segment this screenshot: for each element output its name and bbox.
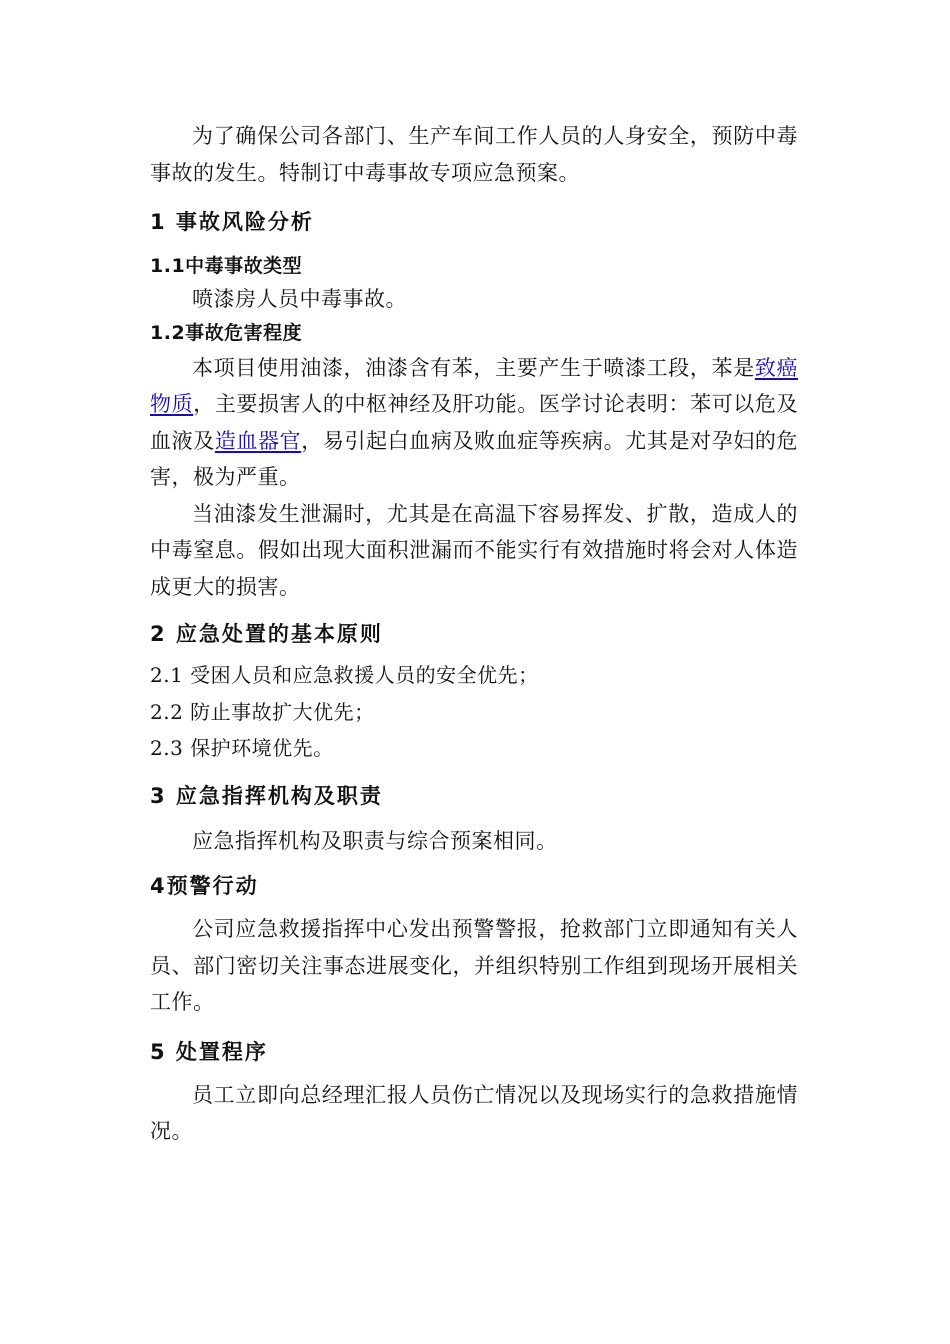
principles-list bbox=[150, 657, 798, 767]
section-2-heading: 2 应急处置的基本原则 bbox=[150, 622, 383, 646]
section-1-2-text-a: 本项目使用油漆，油漆含有苯，主要产生于喷漆工段，苯是 bbox=[192, 355, 755, 380]
section-1-2-paragraph-2: 当油漆发生泄漏时，尤其是在高温下容易挥发、扩散，造成人的中毒窒息。假如出现大面积泄漏而不能实行有效措施时将会对人体造成更大的损害。 bbox=[150, 501, 798, 599]
section-1-1-text: 喷漆房人员中毒事故。 bbox=[192, 287, 407, 311]
section-1-1-heading: 1.1中毒事故类型 bbox=[150, 255, 303, 277]
principle-item: 2.2 防止事故扩大优先； bbox=[150, 699, 375, 724]
principle-item: 2.1 受困人员和应急救援人员的安全优先； bbox=[150, 663, 539, 687]
section-1-2-text-c: ，易引起白血病及败血症等疾病。尤其是对孕妇的危害，极为严重。 bbox=[150, 428, 799, 489]
section-1-2-text-b: ，主要损害人的中枢神经及肝功能。医学讨论表明：苯可以危及血液及 bbox=[150, 392, 799, 453]
intro-paragraph: 为了确保公司各部门、生产车间工作人员的人身安全，预防中毒事故的发生。特制订中毒事故专项应急预案。 bbox=[150, 124, 798, 185]
section-3-text: 应急指挥机构及职责与综合预案相同。 bbox=[192, 828, 558, 853]
section-5-heading: 5 处置程序 bbox=[150, 1039, 268, 1064]
section-4-heading: 4预警行动 bbox=[150, 874, 259, 898]
section-5-text: 员工立即向总经理汇报人员伤亡情况以及现场实行的急救措施情况。 bbox=[150, 1082, 798, 1143]
principle-item: 2.3 保护环境优先。 bbox=[150, 736, 334, 760]
section-1-2-heading: 1.2事故危害程度 bbox=[150, 321, 303, 344]
section-4-text: 公司应急救援指挥中心发出预警警报，抢救部门立即通知有关人员、部门密切关注事态进展变化，并组织特别工作组到现场开展相关工作。 bbox=[150, 917, 798, 1014]
section-1-2-paragraph-1 bbox=[150, 350, 798, 496]
section-3-heading: 3 应急指挥机构及职责 bbox=[150, 783, 383, 808]
section-1-heading: 1 事故风险分析 bbox=[150, 210, 314, 234]
document-page bbox=[150, 118, 798, 1150]
carcinogen-link[interactable]: 致癌物质 bbox=[150, 355, 799, 416]
hematopoietic-organ-link[interactable]: 造血器官 bbox=[214, 428, 302, 453]
